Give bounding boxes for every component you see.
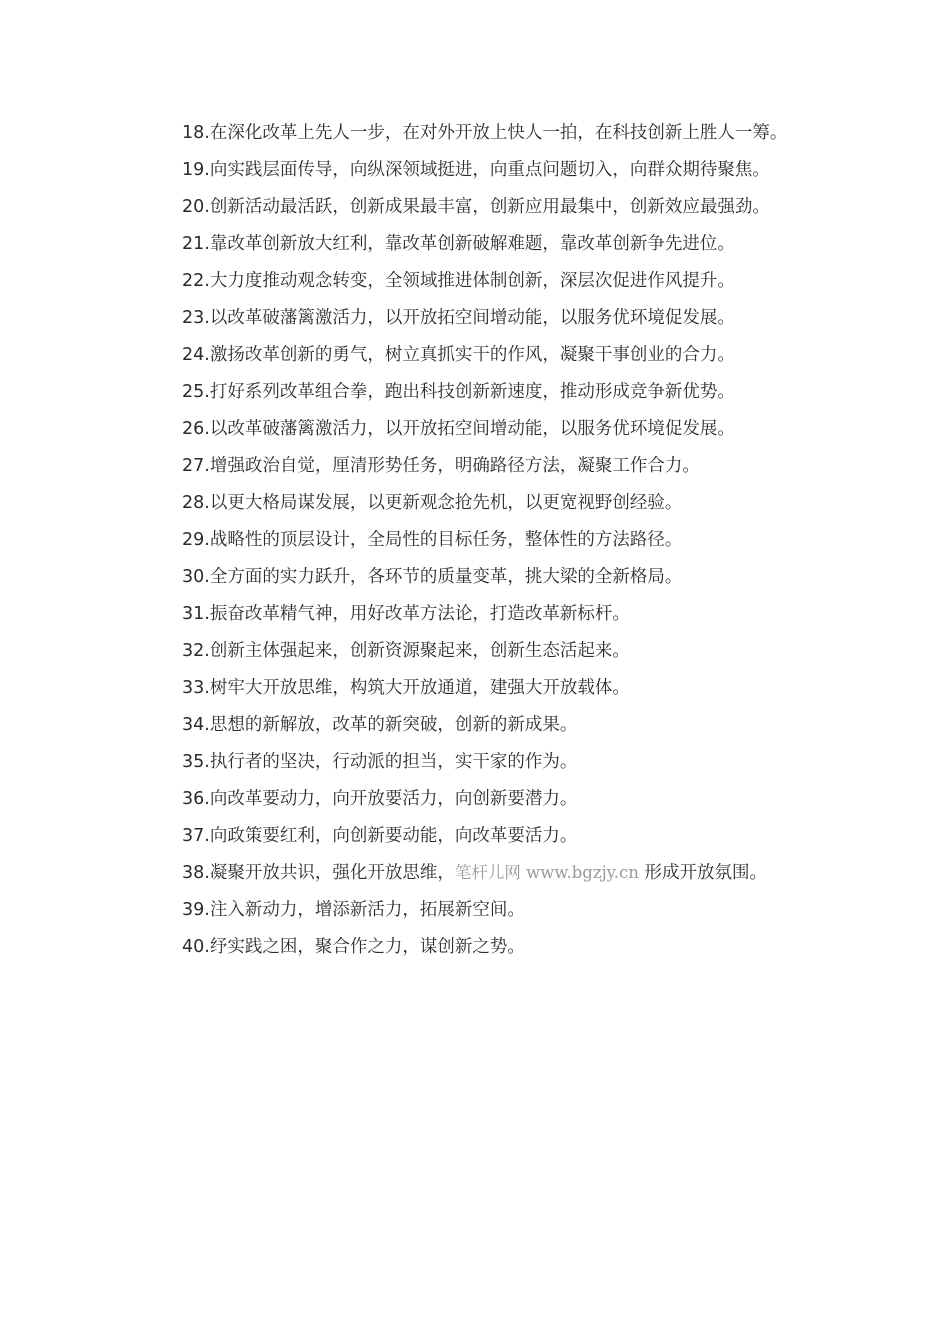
list-item: 37.向政策要红利，向创新要动能，向改革要活力。 [182, 826, 578, 846]
list-item: 30.全方面的实力跃升，各环节的质量变革，挑大梁的全新格局。 [182, 567, 683, 587]
item-38-after: 形成开放氛围。 [644, 863, 767, 883]
list-item: 36.向改革要动力，向开放要活力，向创新要潜力。 [182, 789, 578, 809]
list-item: 33.树牢大开放思维，构筑大开放通道，建强大开放载体。 [182, 678, 630, 698]
list-item: 31.振奋改革精气神，用好改革方法论，打造改革新标杆。 [182, 604, 630, 624]
list-item: 26.以改革破藩篱激活力，以开放拓空间增动能，以服务优环境促发展。 [182, 419, 735, 439]
list-item: 34.思想的新解放，改革的新突破，创新的新成果。 [182, 715, 578, 735]
list-item: 22.大力度推动观念转变，全领域推进体制创新，深层次促进作风提升。 [182, 271, 735, 291]
list-item: 40.纾实践之困，聚合作之力，谋创新之势。 [182, 937, 525, 957]
list-item: 25.打好系列改革组合拳，跑出科技创新新速度，推动形成竞争新优势。 [182, 382, 735, 402]
list-item-38 [144, 860, 824, 886]
list-item: 39.注入新动力，增添新活力，拓展新空间。 [182, 900, 525, 920]
list-item: 23.以改革破藩篱激活力，以开放拓空间增动能，以服务优环境促发展。 [182, 308, 735, 328]
item-38-before: 38.凝聚开放共识，强化开放思维， [182, 863, 455, 883]
list-item: 20.创新活动最活跃，创新成果最丰富，创新应用最集中，创新效应最强劲。 [182, 197, 770, 217]
list-item: 21.靠改革创新放大红利，靠改革创新破解难题，靠改革创新争先进位。 [182, 234, 735, 254]
list-item: 18.在深化改革上先人一步，在对外开放上快人一拍，在科技创新上胜人一筹。 [182, 123, 788, 143]
list-item: 29.战略性的顶层设计，全局性的目标任务，整体性的方法路径。 [182, 530, 683, 550]
list-item: 24.激扬改革创新的勇气，树立真抓实干的作风，凝聚干事创业的合力。 [182, 345, 735, 365]
list-item: 32.创新主体强起来，创新资源聚起来，创新生态活起来。 [182, 641, 630, 661]
list-item: 35.执行者的坚决，行动派的担当，实干家的作为。 [182, 752, 578, 772]
list-item: 19.向实践层面传导，向纵深领域挺进，向重点问题切入，向群众期待聚焦。 [182, 160, 770, 180]
watermark-text: 笔杆儿网 www.bgzjy.cn [454, 863, 639, 882]
document-body [144, 120, 824, 971]
list-item: 28.以更大格局谋发展，以更新观念抢先机，以更宽视野创经验。 [182, 493, 683, 513]
list-item: 27.增强政治自觉，厘清形势任务，明确路径方法，凝聚工作合力。 [182, 456, 700, 476]
